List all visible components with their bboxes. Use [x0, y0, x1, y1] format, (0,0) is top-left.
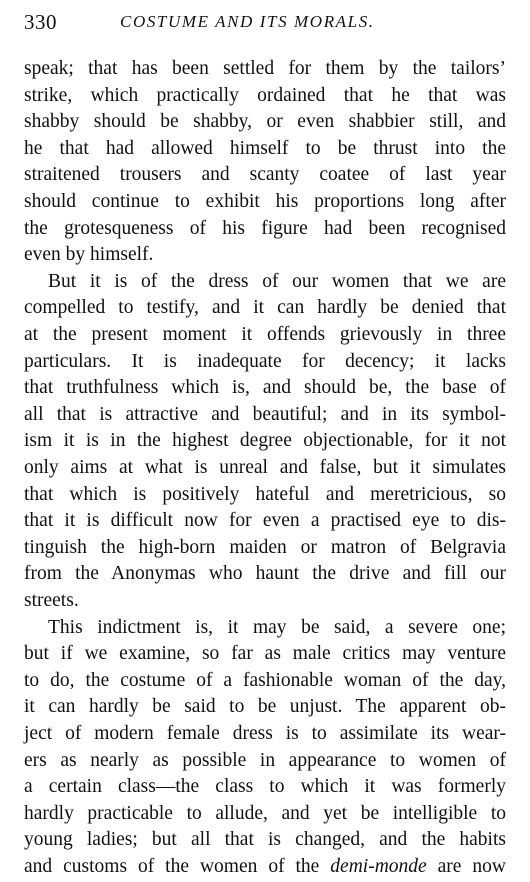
text-line: particulars. It is inadequate for decency; it lacks [24, 350, 506, 372]
text-line: from the Anonymas who haunt the drive and fill our [24, 563, 506, 585]
italic-term: demi-monde [330, 856, 427, 877]
text-line: that which is positively hateful and meretricious, so [24, 483, 506, 505]
text-line: shabby should be shabby, or even shabbier still, and [24, 111, 506, 133]
text-line: the grotesqueness of his figure had been recognised [24, 217, 506, 239]
text-line: strike, which practically ordained that he that was [24, 84, 506, 106]
text-line: that it is difficult now for even a practised eye to dis- [24, 510, 506, 532]
text-line: speak; that has been settled for them by the tailors’ [24, 58, 506, 79]
text-line: he that had allowed himself to be thrust into the [24, 137, 506, 159]
text-line: compelled to testify, and it can hardly be denied that [24, 297, 506, 319]
text-line: ers as nearly as possible in appearance to women of [24, 749, 506, 771]
text-line: a certain class—the class to which it was formerly [24, 776, 506, 798]
text-line: it can hardly be said to be unjust. The apparent ob- [24, 696, 506, 718]
final-line-end: are now [426, 856, 506, 877]
text-line: all that is attractive and beautiful; and in its symbol- [24, 403, 506, 425]
final-text-line [24, 854, 506, 881]
text-line: hardly practicable to allude, and yet be intelligible to [24, 802, 506, 824]
text-line: should continue to exhibit his proportions long after [24, 191, 506, 212]
text-line: that truthfulness which is, and should be, the base of [24, 377, 506, 399]
text-line: young ladies; but all that is changed, and the habits [24, 829, 506, 851]
text-line: only aims at what is unreal and false, but it simulates [24, 457, 506, 478]
text-line: streets. [24, 590, 79, 611]
paragraph-start-line: But it is of the dress of our women that we are [48, 270, 506, 292]
text-line: but if we examine, so far as male critics may venture [24, 643, 506, 665]
text-line: at the present moment it offends grievously in three [24, 324, 506, 345]
page-number: 330 [24, 10, 57, 34]
text-line: to do, the costume of a fashionable woman of the day, [24, 669, 506, 691]
text-line: straitened trousers and scanty coatee of last year [24, 164, 506, 186]
text-line: even by himself. [24, 244, 154, 266]
text-line: tinguish the high-born maiden or matron of Belgravia [24, 536, 506, 558]
text-line: ism it is in the highest degree objectionable, for it not [24, 430, 506, 452]
final-line-start: and customs of the women of the [24, 856, 331, 877]
running-head: COSTUME AND ITS MORALS. [120, 12, 375, 31]
paragraph-start-line: This indictment is, it may be said, a severe one; [48, 616, 506, 638]
page-header [24, 10, 512, 36]
text-line: ject of modern female dress is to assimilate its wear- [24, 723, 506, 744]
